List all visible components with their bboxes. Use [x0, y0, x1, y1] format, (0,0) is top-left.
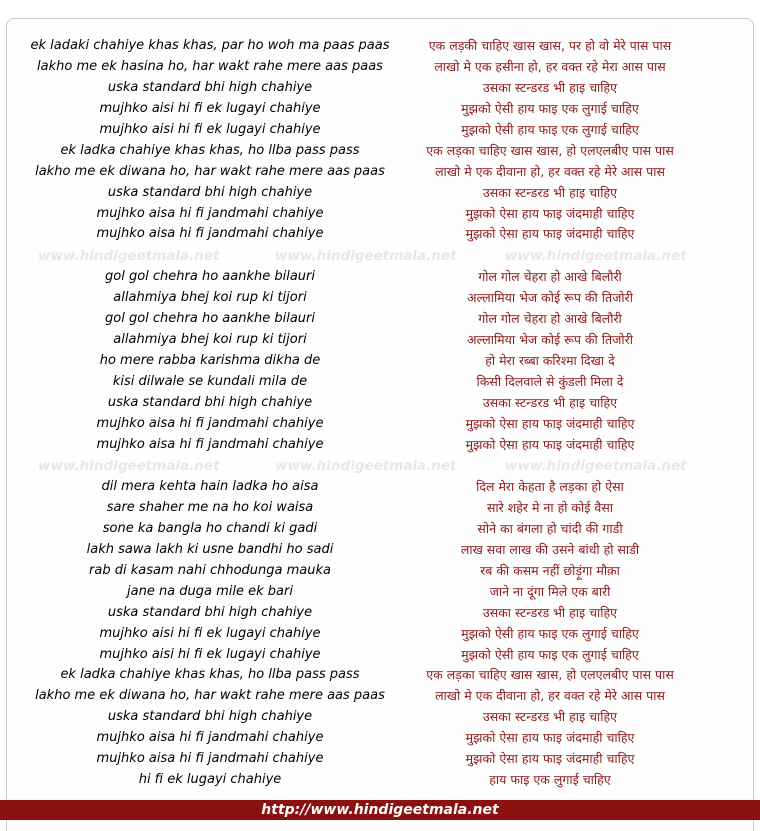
- lyric-line-hindi: उसका स्टन्डरड भी हाइ चाहिए: [482, 184, 618, 200]
- lyric-line-hindi: लाखो मे एक दीवाना हो, हर वक्त रहे मेरे आस पास: [435, 163, 665, 179]
- lyric-line: [0, 393, 760, 414]
- watermark: www.hindigeetmala.net: [38, 458, 220, 474]
- lyric-line: [0, 141, 760, 162]
- lyric-line: [0, 288, 760, 309]
- lyric-line-english: ho mere rabba karishma dikha de: [99, 352, 321, 368]
- lyric-line-hindi: गोल गोल चेहरा हो आखे बिलौरी: [478, 310, 622, 326]
- lyric-line-hindi: अल्लामिया भेज कोई रूप की तिजोरी: [467, 289, 633, 305]
- lyric-line-english: ek ladka chahiye khas khas, ho llba pass pass: [60, 667, 360, 683]
- watermark: www.hindigeetmala.net: [505, 458, 687, 474]
- lyric-line: [0, 120, 760, 141]
- lyric-line-english: ek ladka chahiye khas khas, ho llba pass pass: [60, 142, 360, 158]
- lyric-line-english: gol gol chehra ho aankhe bilauri: [105, 269, 315, 284]
- stanza-2: [0, 267, 760, 455]
- lyric-line-english: rab di kasam nahi chhodunga mauka: [89, 562, 331, 578]
- lyric-line-english: mujhko aisa hi fi jandmahi chahiye: [96, 226, 324, 242]
- lyric-line-english: uska standard bhi high chahiye: [107, 79, 313, 95]
- lyric-line-hindi: मुझको ऐसा हाय फाइ जंदमाही चाहिए: [465, 436, 635, 452]
- lyric-line-english: allahmiya bhej koi rup ki tijori: [113, 289, 307, 305]
- lyric-line-english: lakh sawa lakh ki usne bandhi ho sadi: [86, 541, 334, 557]
- lyric-line-hindi: सोने का बंगला हो चांदी की गाडी: [477, 520, 623, 536]
- lyric-line-hindi: हाय फाइ एक लुगाई चाहिए: [489, 772, 611, 788]
- lyric-line-hindi: हो मेरा रब्बा करिश्मा दिखा दे: [485, 352, 615, 368]
- lyric-line-english: mujhko aisi hi fi ek lugayi chahiye: [99, 121, 321, 137]
- watermark: www.hindigeetmala.net: [505, 248, 687, 264]
- lyric-line-english: sone ka bangla ho chandi ki gadi: [102, 520, 318, 536]
- lyric-line: [0, 183, 760, 204]
- watermark-row: [0, 458, 760, 478]
- lyric-line-english: hi fi ek lugayi chahiye: [138, 772, 282, 788]
- lyric-line: [0, 330, 760, 351]
- lyric-line-hindi: उसका स्टन्डरड भी हाइ चाहिए: [482, 79, 618, 95]
- lyric-line-english: ek ladaki chahiye khas khas, par ho woh ma paas paas: [30, 38, 390, 53]
- lyric-line-english: mujhko aisa hi fi jandmahi chahiye: [96, 751, 324, 767]
- lyric-line-english: mujhko aisa hi fi jandmahi chahiye: [96, 415, 324, 431]
- stanza-1: [0, 36, 760, 245]
- lyric-line-hindi: अल्लामिया भेज कोई रूप की तिजोरी: [467, 331, 633, 347]
- lyric-line: [0, 519, 760, 540]
- lyric-line-hindi: लाख सवा लाख की उसने बांधी हो साडी: [460, 541, 640, 557]
- lyric-line-english: sare shaher me na ho koi waisa: [106, 499, 314, 515]
- lyric-line-hindi: गोल गोल चेहरा हो आखे बिलौरी: [478, 269, 622, 284]
- lyric-line-hindi: उसका स्टन्डरड भी हाइ चाहिए: [482, 709, 618, 725]
- watermark: www.hindigeetmala.net: [38, 248, 220, 264]
- lyric-line-hindi: सारे शहेर मे ना हो कोई वैसा: [486, 499, 614, 515]
- stanza-3: [0, 477, 760, 791]
- lyric-line-hindi: रब की कसम नहीं छोड़ूंगा मौक़ा: [480, 562, 620, 578]
- lyric-line: [0, 224, 760, 245]
- lyric-line-hindi: उसका स्टन्डरड भी हाइ चाहिए: [482, 604, 618, 620]
- lyric-line: [0, 204, 760, 225]
- lyric-line: [0, 582, 760, 603]
- lyric-line: [0, 645, 760, 666]
- lyric-line: [0, 414, 760, 435]
- lyric-line-english: jane na duga mile ek bari: [127, 583, 293, 599]
- lyric-line-hindi: मुझको ऐसा हाय फाइ जंदमाही चाहिए: [465, 730, 635, 746]
- lyric-line: [0, 540, 760, 561]
- lyric-line-english: mujhko aisa hi fi jandmahi chahiye: [96, 436, 324, 452]
- lyric-line-english: lakho me ek hasina ho, har wakt rahe mere aas paas: [37, 58, 383, 74]
- lyric-line-hindi: मुझको ऐसा हाय फाइ जंदमाही चाहिए: [465, 226, 635, 242]
- lyric-line-hindi: दिल मेरा केहता है लड़का हो ऐसा: [476, 479, 624, 494]
- footer-url-link[interactable]: http://www.hindigeetmala.net: [261, 802, 499, 818]
- lyric-line-hindi: मुझको ऐसी हाय फाइ एक लुगाई चाहिए: [461, 121, 639, 137]
- lyric-line-english: uska standard bhi high chahiye: [107, 394, 313, 410]
- watermark: www.hindigeetmala.net: [275, 458, 457, 474]
- watermark-row: [0, 248, 760, 268]
- lyric-line-english: allahmiya bhej koi rup ki tijori: [113, 331, 307, 347]
- lyric-line-english: mujhko aisa hi fi jandmahi chahiye: [96, 205, 324, 221]
- lyric-line-hindi: किसी दिलवाले से कुंडली मिला दे: [476, 373, 624, 389]
- lyric-line-hindi: मुझको ऐसी हाय फाइ एक लुगाई चाहिए: [461, 100, 639, 116]
- lyric-line: [0, 162, 760, 183]
- lyric-line-english: uska standard bhi high chahiye: [107, 184, 313, 200]
- lyric-line-english: mujhko aisi hi fi ek lugayi chahiye: [99, 625, 321, 641]
- lyric-line: [0, 78, 760, 99]
- lyric-line: [0, 561, 760, 582]
- lyric-line-english: dil mera kehta hain ladka ho aisa: [101, 479, 319, 494]
- lyric-line-hindi: मुझको ऐसी हाय फाइ एक लुगाई चाहिए: [461, 625, 639, 641]
- lyric-line: [0, 309, 760, 330]
- lyric-line: [0, 57, 760, 78]
- lyric-line: [0, 624, 760, 645]
- lyric-line: [0, 372, 760, 393]
- lyric-line: [0, 603, 760, 624]
- lyric-line-hindi: मुझको ऐसा हाय फाइ जंदमाही चाहिए: [465, 415, 635, 431]
- lyric-line-english: gol gol chehra ho aankhe bilauri: [105, 310, 315, 326]
- lyric-line-hindi: उसका स्टन्डरड भी हाइ चाहिए: [482, 394, 618, 410]
- lyric-line-hindi: मुझको ऐसा हाय फाइ जंदमाही चाहिए: [465, 205, 635, 221]
- lyric-line: [0, 99, 760, 120]
- lyric-line: [0, 351, 760, 372]
- watermark: www.hindigeetmala.net: [275, 248, 457, 264]
- lyric-line-hindi: लाखो मे एक हसीना हो, हर वक्त रहे मेरा आस पास: [434, 58, 666, 74]
- lyric-line-english: mujhko aisi hi fi ek lugayi chahiye: [99, 646, 321, 662]
- lyric-line-english: mujhko aisa hi fi jandmahi chahiye: [96, 730, 324, 746]
- lyric-line: [0, 707, 760, 728]
- lyric-line-hindi: लाखो मे एक दीवाना हो, हर वक्त रहे मेरे आस पास: [435, 688, 665, 704]
- lyric-line-english: uska standard bhi high chahiye: [107, 604, 313, 620]
- footer-bar: [0, 800, 760, 820]
- lyric-line: [0, 749, 760, 770]
- lyric-line-hindi: एक लड़की चाहिए खास खास, पर हो वो मेरे पास पास: [428, 38, 672, 53]
- lyric-line-english: lakho me ek diwana ho, har wakt rahe mere aas paas: [35, 163, 385, 179]
- lyric-line: [0, 770, 760, 791]
- lyric-line: [0, 665, 760, 686]
- lyric-line: [0, 728, 760, 749]
- lyric-line: [0, 435, 760, 456]
- lyric-line-hindi: एक लड़का चाहिए खास खास, हो एलएलबीए पास पास: [426, 667, 674, 683]
- lyric-line-hindi: मुझको ऐसा हाय फाइ जंदमाही चाहिए: [465, 751, 635, 767]
- lyric-line: [0, 686, 760, 707]
- lyric-line-english: lakho me ek diwana ho, har wakt rahe mere aas paas: [35, 688, 385, 704]
- lyric-line: [0, 36, 760, 57]
- lyric-line: [0, 498, 760, 519]
- lyric-line-english: mujhko aisi hi fi ek lugayi chahiye: [99, 100, 321, 116]
- lyric-line-hindi: एक लड़का चाहिए खास खास, हो एलएलबीए पास पास: [426, 142, 674, 158]
- lyric-line: [0, 267, 760, 288]
- lyric-line-english: kisi dilwale se kundali mila de: [112, 373, 308, 389]
- lyric-line-hindi: जाने ना दूंगा मिले एक बारी: [489, 583, 611, 599]
- lyric-line-english: uska standard bhi high chahiye: [107, 709, 313, 725]
- lyric-line-hindi: मुझको ऐसी हाय फाइ एक लुगाई चाहिए: [461, 646, 639, 662]
- lyric-line: [0, 477, 760, 498]
